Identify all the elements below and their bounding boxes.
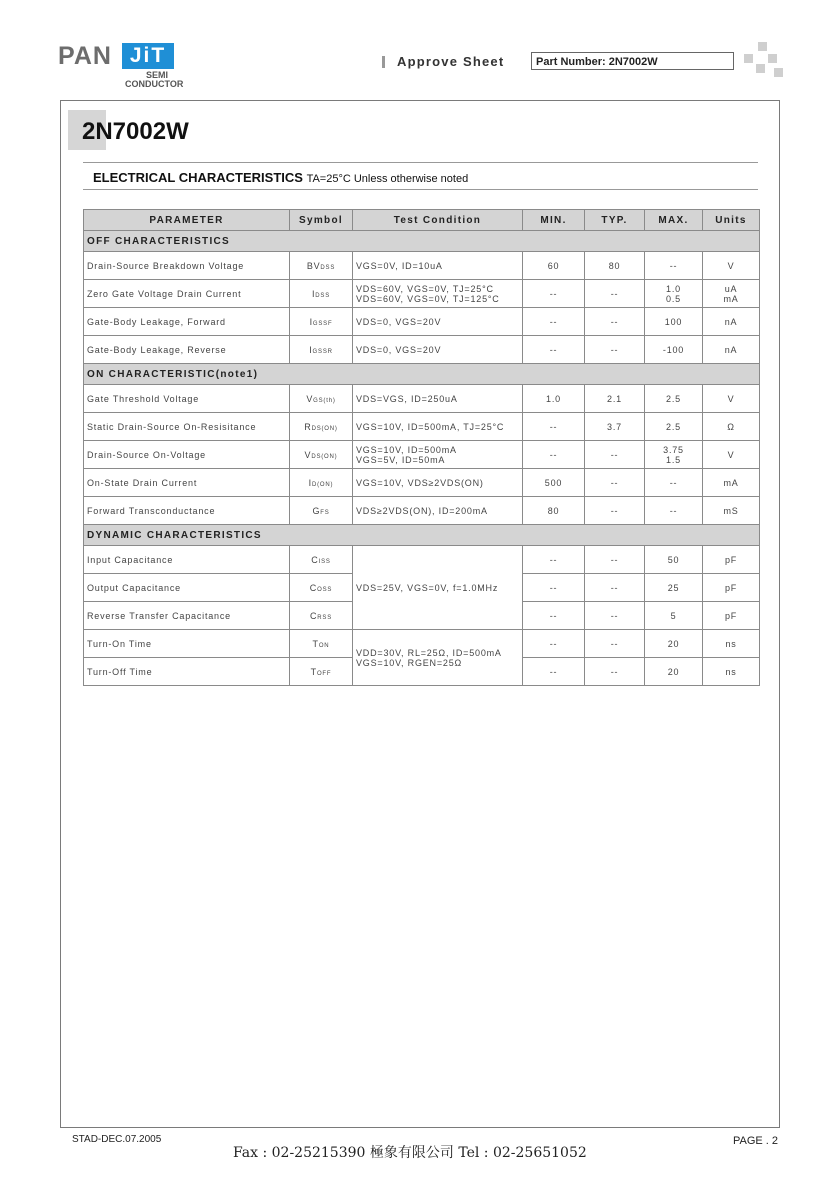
symbol-main: V <box>306 393 314 404</box>
parameter-cell: Zero Gate Voltage Drain Current <box>84 280 290 308</box>
table-row <box>84 546 760 574</box>
symbol-main: T <box>312 638 319 649</box>
condition-cell-line1: VDD=30V, RL=25Ω, ID=500mA <box>356 647 502 658</box>
condition-cell-line2: VGS=10V, RGEN=25Ω <box>356 657 463 668</box>
symbol-subscript: ISS <box>318 558 331 565</box>
min-cell: -- <box>523 413 585 441</box>
unit-cell: nA <box>703 308 760 336</box>
table-row <box>84 497 760 525</box>
symbol-main: I <box>308 477 312 488</box>
col-header-units: Units <box>703 210 760 231</box>
electrical-characteristics-table <box>83 209 760 686</box>
symbol-cell <box>290 336 353 364</box>
table-row <box>84 441 760 469</box>
symbol-main: I <box>311 288 316 299</box>
max-cell: 2.5 <box>645 385 703 413</box>
logo-semi: SEMI <box>146 70 169 80</box>
symbol-main: I <box>309 316 313 327</box>
symbol-main: G <box>312 505 321 516</box>
min-cell: -- <box>523 658 585 686</box>
symbol-subscript: FS <box>320 509 330 516</box>
part-number-box: Part Number: 2N7002W <box>531 52 734 70</box>
unit-cell: ns <box>703 630 760 658</box>
table-row <box>84 280 760 308</box>
symbol-cell <box>290 308 353 336</box>
symbol-main: C <box>311 554 319 565</box>
parameter-cell: Turn-On Time <box>84 630 290 658</box>
max-cell: -- <box>645 252 703 280</box>
footer-page-number: PAGE . 2 <box>733 1135 779 1147</box>
max-cell <box>645 280 703 308</box>
unit-cell <box>703 280 760 308</box>
unit-cell-line2: mA <box>723 293 739 304</box>
min-cell: -- <box>523 602 585 630</box>
logo-conductor: CONDUCTOR <box>125 79 184 89</box>
typ-cell: 3.7 <box>585 413 645 441</box>
max-cell: -- <box>645 469 703 497</box>
table-row <box>84 308 760 336</box>
condition-cell-line1: VDS=60V, VGS=0V, TJ=25°C <box>356 283 494 294</box>
divider <box>83 189 758 190</box>
parameter-cell: Forward Transconductance <box>84 497 290 525</box>
symbol-main: C <box>309 582 318 593</box>
table-row <box>84 336 760 364</box>
symbol-cell <box>290 469 353 497</box>
symbol-subscript: DSS <box>320 264 336 271</box>
typ-cell: -- <box>585 546 645 574</box>
typ-cell: -- <box>585 574 645 602</box>
unit-cell: V <box>703 385 760 413</box>
col-header-test-condition: Test Condition <box>353 210 523 231</box>
condition-cell: VDS≥2VDS(ON), ID=200mA <box>353 497 523 525</box>
table-row <box>84 252 760 280</box>
min-cell: -- <box>523 546 585 574</box>
min-cell: -- <box>523 308 585 336</box>
symbol-cell <box>290 280 353 308</box>
condition-cell: VDS=25V, VGS=0V, f=1.0MHz <box>353 546 523 630</box>
symbol-subscript: OFF <box>316 670 332 677</box>
unit-cell: mA <box>703 469 760 497</box>
unit-cell: pF <box>703 574 760 602</box>
max-cell: -- <box>645 497 703 525</box>
col-header-symbol: Symbol <box>290 210 353 231</box>
unit-cell: pF <box>703 602 760 630</box>
footer-doc-code: STAD-DEC.07.2005 <box>72 1134 162 1145</box>
typ-cell: -- <box>585 308 645 336</box>
condition-cell: VDS=0, VGS=20V <box>353 336 523 364</box>
min-cell: 80 <box>523 497 585 525</box>
symbol-subscript: DS(ON) <box>311 453 338 460</box>
typ-cell: 80 <box>585 252 645 280</box>
symbol-subscript: ON <box>318 642 330 649</box>
footer-fax-tel: Fax : 02-25215390 極象有限公司 Tel : 02-25651052 <box>233 1145 587 1161</box>
symbol-main: V <box>304 449 312 460</box>
max-cell-line1: 1.0 <box>666 283 681 294</box>
symbol-cell <box>290 602 353 630</box>
max-cell: 50 <box>645 546 703 574</box>
typ-cell: -- <box>585 602 645 630</box>
unit-cell: pF <box>703 546 760 574</box>
condition-cell: VDS=0, VGS=20V <box>353 308 523 336</box>
condition-cell: VGS=0V, ID=10uA <box>353 252 523 280</box>
unit-cell-line1: uA <box>724 283 738 294</box>
min-cell: 60 <box>523 252 585 280</box>
condition-cell <box>353 441 523 469</box>
parameter-cell: Input Capacitance <box>84 546 290 574</box>
condition-cell: VGS=10V, ID=500mA, TJ=25°C <box>353 413 523 441</box>
max-cell: 2.5 <box>645 413 703 441</box>
table-header-row <box>84 210 760 231</box>
unit-cell: mS <box>703 497 760 525</box>
col-header-parameter: PARAMETER <box>84 210 290 231</box>
max-cell-line1: 3.75 <box>663 444 684 455</box>
table-row <box>84 469 760 497</box>
max-cell <box>645 441 703 469</box>
typ-cell: -- <box>585 497 645 525</box>
parameter-cell: On-State Drain Current <box>84 469 290 497</box>
condition-cell-line2: VDS=60V, VGS=0V, TJ=125°C <box>356 293 500 304</box>
symbol-main: R <box>304 421 312 432</box>
min-cell: 1.0 <box>523 385 585 413</box>
divider <box>83 162 758 163</box>
symbol-cell <box>290 630 353 658</box>
max-cell-line2: 0.5 <box>666 293 681 304</box>
max-cell: 5 <box>645 602 703 630</box>
max-cell-line2: 1.5 <box>666 454 681 465</box>
symbol-subscript: D(ON) <box>311 481 334 488</box>
max-cell: 100 <box>645 308 703 336</box>
symbol-cell <box>290 546 353 574</box>
symbol-subscript: GSSR <box>312 348 333 355</box>
min-cell: -- <box>523 441 585 469</box>
symbol-main: C <box>309 610 318 621</box>
section-title-bold: ELECTRICAL CHARACTERISTICS <box>93 170 303 185</box>
min-cell: -- <box>523 336 585 364</box>
section-dynamic-characteristics: DYNAMIC CHARACTERISTICS <box>84 525 760 546</box>
table-section-row <box>84 364 760 385</box>
max-cell: 25 <box>645 574 703 602</box>
unit-cell: V <box>703 441 760 469</box>
symbol-cell <box>290 385 353 413</box>
typ-cell: -- <box>585 658 645 686</box>
typ-cell: -- <box>585 441 645 469</box>
condition-cell <box>353 630 523 686</box>
max-cell: 20 <box>645 630 703 658</box>
condition-cell-line2: VGS=5V, ID=50mA <box>356 454 446 465</box>
parameter-cell: Reverse Transfer Capacitance <box>84 602 290 630</box>
symbol-subscript: OSS <box>317 586 333 593</box>
col-header-min: MIN. <box>523 210 585 231</box>
parameter-cell: Drain-Source Breakdown Voltage <box>84 252 290 280</box>
parameter-cell: Drain-Source On-Voltage <box>84 441 290 469</box>
symbol-cell <box>290 441 353 469</box>
unit-cell: V <box>703 252 760 280</box>
symbol-subscript: DS(ON) <box>311 425 338 432</box>
table-row <box>84 385 760 413</box>
symbol-cell <box>290 658 353 686</box>
unit-cell: Ω <box>703 413 760 441</box>
parameter-cell: Gate Threshold Voltage <box>84 385 290 413</box>
symbol-subscript: GS(th) <box>313 397 336 404</box>
section-on-characteristics: ON CHARACTERISTIC(note1) <box>84 364 760 385</box>
table-row <box>84 413 760 441</box>
min-cell: -- <box>523 574 585 602</box>
decorative-squares <box>744 42 784 82</box>
symbol-cell <box>290 497 353 525</box>
min-cell: -- <box>523 280 585 308</box>
typ-cell: -- <box>585 630 645 658</box>
symbol-subscript: GSSF <box>312 320 333 327</box>
page-title: 2N7002W <box>82 118 189 145</box>
section-title-sub: TA=25°C Unless otherwise noted <box>306 173 469 185</box>
typ-cell: -- <box>585 336 645 364</box>
table-section-row <box>84 525 760 546</box>
parameter-cell: Turn-Off Time <box>84 658 290 686</box>
parameter-cell: Gate-Body Leakage, Reverse <box>84 336 290 364</box>
min-cell: 500 <box>523 469 585 497</box>
parameter-cell: Output Capacitance <box>84 574 290 602</box>
table-row <box>84 630 760 658</box>
symbol-subscript: DSS <box>315 292 331 299</box>
typ-cell: -- <box>585 280 645 308</box>
typ-cell: -- <box>585 469 645 497</box>
section-title <box>93 170 468 185</box>
logo-jit: JiT <box>122 43 174 69</box>
parameter-cell: Gate-Body Leakage, Forward <box>84 308 290 336</box>
typ-cell: 2.1 <box>585 385 645 413</box>
symbol-main: I <box>309 344 313 355</box>
col-header-max: MAX. <box>645 210 703 231</box>
symbol-cell <box>290 413 353 441</box>
symbol-cell <box>290 252 353 280</box>
condition-cell <box>353 280 523 308</box>
logo-pan: PAN <box>58 42 112 70</box>
section-off-characteristics: OFF CHARACTERISTICS <box>84 231 760 252</box>
symbol-cell <box>290 574 353 602</box>
col-header-typ: TYP. <box>585 210 645 231</box>
condition-cell-line1: VGS=10V, ID=500mA <box>356 444 457 455</box>
symbol-subscript: RSS <box>317 614 333 621</box>
min-cell: -- <box>523 630 585 658</box>
approve-sheet-marker <box>382 56 385 68</box>
unit-cell: ns <box>703 658 760 686</box>
panjit-logo <box>58 40 188 90</box>
approve-sheet-label: Approve Sheet <box>397 54 505 69</box>
max-cell: -100 <box>645 336 703 364</box>
max-cell: 20 <box>645 658 703 686</box>
symbol-main: BV <box>306 260 321 271</box>
unit-cell: nA <box>703 336 760 364</box>
table-section-row <box>84 231 760 252</box>
condition-cell: VDS=VGS, ID=250uA <box>353 385 523 413</box>
symbol-main: T <box>310 666 317 677</box>
parameter-cell: Static Drain-Source On-Resisitance <box>84 413 290 441</box>
condition-cell: VGS=10V, VDS≥2VDS(ON) <box>353 469 523 497</box>
